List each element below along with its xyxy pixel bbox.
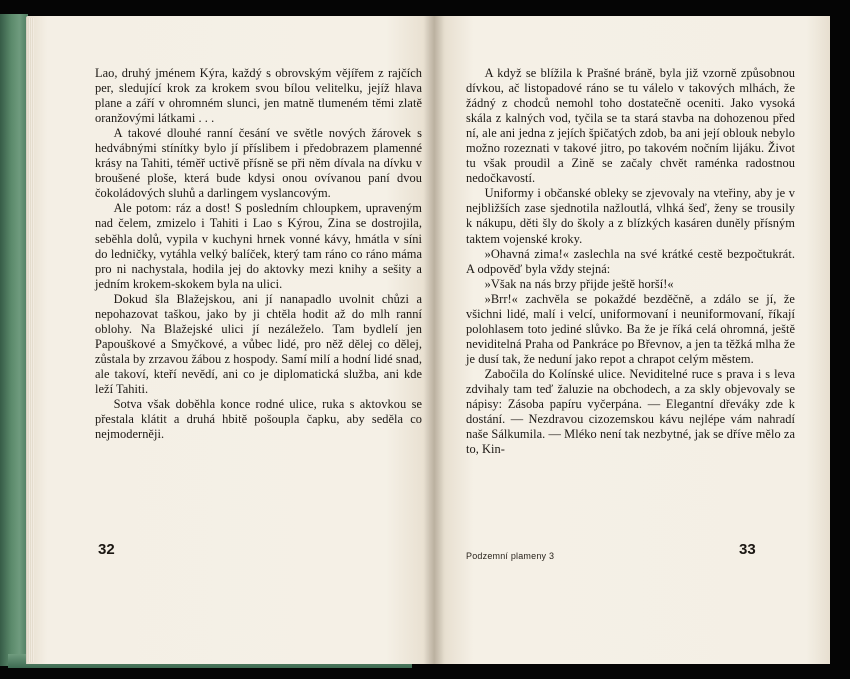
page-stack-edges <box>28 18 34 662</box>
paragraph: A když se blížila k Prašné bráně, byla již vzorně způsobnou dívkou, ač listopadové ráno se tu válelo v takových mlhách, že žádný z chodců nemohl toho dostatečně oceniti. Jako vysoká skála z kalných vod, tyčila se ta stará stavba na dohozenou před ní, ale ani jedna z jejích špičatých zdob, ba ani její oblouk nebylo možno rozeznati v takové jitro, po takovém nočním lijáku. Život tu však proudil a Zině se začaly chvět raménka radostnou nedočkavostí. <box>466 66 795 186</box>
page-number-left: 32 <box>98 541 115 558</box>
paragraph: Ale potom: ráz a dost! S posledním chloupkem, upraveným nad čelem, zmizelo i Tahiti i Lao s Kýrou, Zina se dostrojila, seběhla dolů, vypila v kuchyni hrnek vonné kávy, hmátla v síni do ledničky, vytáhla velký balíček, který tam ráno co ráno máma pro ni nachystala, hodila jej do aktovky mezi knihy a sešity a jedním krokem-skokem byla na ulici. <box>95 201 422 291</box>
paragraph: Uniformy i občanské obleky se zjevovaly na vteřiny, aby je v nejbližších zase sjednotila nažloutlá, vlhká šeď, ženy se trousily k nákupu, děti šly do školy a z blízkých kasáren duněly přísným taktem vojenské kroky. <box>466 186 795 246</box>
paragraph: A takové dlouhé ranní česání ve světle nových žárovek s hedvábnými stínítky bylo jí příslibem i předobrazem plamenné krásy na Tahiti, téměř uctivě přísně se při něm dívala na dívku v broušené ploše, která bude kdysi onou ovívanou paní dvou čokoládových sluhů a darlingem vyslancovým. <box>95 126 422 201</box>
paragraph: »Však na nás brzy přijde ještě horší!« <box>484 276 674 291</box>
book-cover-edge <box>0 14 28 666</box>
paragraph: Dokud šla Blažejskou, ani jí nanapadlo uvolnit chůzi a nepohazovat taškou, jako by ji chtěla hodit až do mlh ranní oblohy. Na Blažejské ulici jí nezáleželo. Tam bydlelí jen Papouškové a Smyčkové, a vůbec lidé, pro něž dělej co dělej, zůstala by zrzavou žábou z hospody. Samí milí a hodní lidé snad, ale takoví, kteří nevědí, ani co je diplomatická služba, ani kde leží Tahiti. <box>95 291 422 396</box>
paragraph: Zabočila do Kolínské ulice. Neviditelné ruce s prava i s leva zdvihaly tam teď žaluzie na obchodech, a za skly objevovaly se nápisy: Zásoba papíru vyčerpána. — Elegantní dřeváky zde k dostání. — Nezdravou cizozemskou kávu nejlépe vám nahradí naše Sálkumila. — Mléko není tak nezbytné, jak se dříve mělo za to, Kin- <box>466 366 795 457</box>
signature-mark: Podzemní plameny 3 <box>466 551 555 561</box>
page-number-right: 33 <box>739 541 756 558</box>
paragraph: Sotva však doběhla konce rodné ulice, ruka s aktovkou se přestala klátit a druhá hbitě pošoupla čapku, aby seděla co nejmoderněji. <box>95 397 422 442</box>
right-page <box>434 16 830 664</box>
left-page-body <box>95 66 422 442</box>
paragraph: Lao, druhý jménem Kýra, každý s obrovským vějířem z rajčích per, sledující krok za krokem svou bílou velitelku, jejíž hlava plane a září v ohromném slunci, jen matně tlumeném těmi zlatě oranžovými látkami . . . <box>95 66 422 126</box>
paragraph: »Brr!« zachvěla se pokaždé bezděčně, a zdálo se jí, že všichni lidé, malí i velcí, uniformovaní i neuniformovaní, říkají polohlasem toto jediné slůvko. Ba že je říká celá ohromná, ještě neviditelná Praha od Pankráce po Břevnov, a jen ta těžká mlha že je dusí tak, že neduní jako repot a chrapot celým městem. <box>466 291 795 366</box>
paragraph: »Ohavná zima!« zaslechla na své krátké cestě bezpočtukrát. A odpověď byla vždy stejná: <box>466 246 795 276</box>
right-page-body <box>466 66 795 457</box>
left-page <box>26 16 435 664</box>
